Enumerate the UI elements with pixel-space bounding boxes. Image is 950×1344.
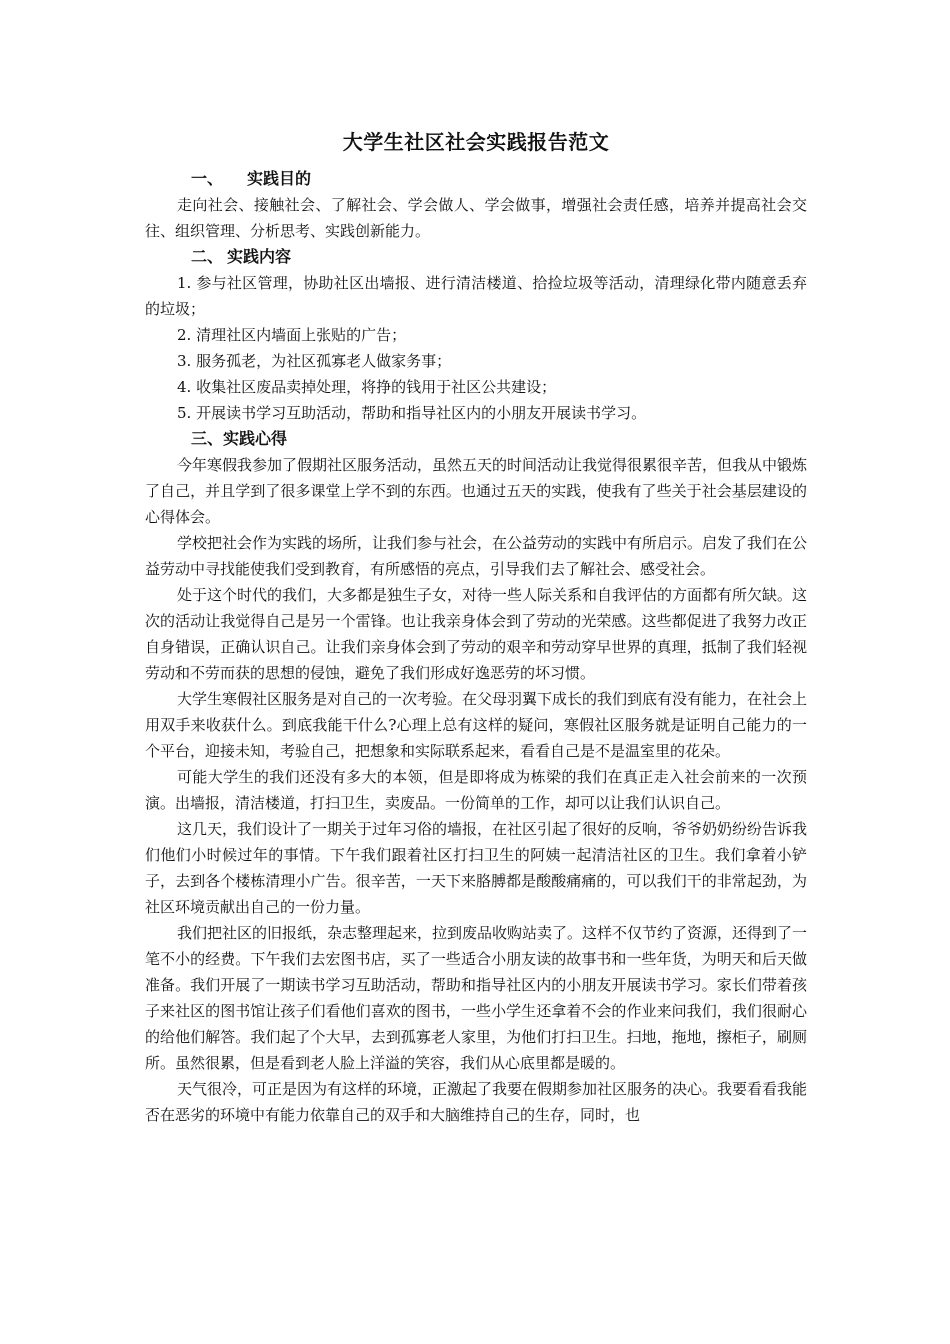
list-item: 4. 收集社区废品卖掉处理，将挣的钱用于社区公共建设； [177, 378, 557, 396]
list-item: 2. 清理社区内墙面上张贴的广告； [177, 326, 407, 344]
paragraph: 我们把社区的旧报纸，杂志整理起来，拉到废品收购站卖了。这样不仅节约了资源，还得到了一笔不小的经费。下午我们去宏图书店，买了一些适合小朋友读的故事书和一些年货，为明天和后天做准备。我们开展了一期读书学习互助活动，帮助和指导社区内的小朋友开展读书学习。家长们带着孩子来社区的图书馆让孩子们看他们喜欢的图书，一些小学生还拿着不会的作业来问我们，我们很耐心的给他们解答。我们起了个大早，去到孤寡老人家里，为他们打扫卫生。扫地，拖地，擦柜子，刷厕所。虽然很累，但是看到老人脸上洋溢的笑容，我们从心底里都是暖的。 [145, 924, 808, 1072]
section-number: 三、 [191, 429, 224, 448]
section-number: 二、 [191, 247, 224, 266]
paragraph: 这几天，我们设计了一期关于过年习俗的墙报，在社区引起了很好的反响，爷爷奶奶纷纷告诉我们他们小时候过年的事情。下午我们跟着社区打扫卫生的阿姨一起清洁社区的卫生。我们拿着小铲子，去到各个楼栋清理小广告。很辛苦，一天下来胳膊都是酸酸痛痛的，可以我们干的非常起劲，为社区环境贡献出自己的一份力量。 [145, 820, 808, 916]
section-title: 实践内容 [227, 247, 292, 266]
paragraph: 走向社会、接触社会、了解社会、学会做人、学会做事，增强社会责任感，培养并提高社会交往、组织管理、分析思考、实践创新能力。 [145, 196, 807, 240]
document-title: 大学生社区社会实践报告范文 [342, 130, 610, 154]
document-page [145, 128, 807, 1128]
section-title: 实践目的 [247, 169, 312, 188]
paragraph: 天气很冷，可正是因为有这样的环境，正激起了我要在假期参加社区服务的决心。我要看看我能否在恶劣的环境中有能力依靠自己的双手和大脑维持自己的生存，同时，也 [145, 1080, 808, 1124]
paragraph: 今年寒假我参加了假期社区服务活动，虽然五天的时间活动让我觉得很累很辛苦，但我从中锻炼了自己，并且学到了很多课堂上学不到的东西。也通过五天的实践，使我有了些关于社会基层建设的心得体会。 [145, 456, 808, 526]
paragraph: 可能大学生的我们还没有多大的本领，但是即将成为栋梁的我们在真正走入社会前来的一次预演。出墙报，清洁楼道，打扫卫生，卖废品。一份简单的工作，却可以让我们认识自己。 [145, 768, 807, 812]
list-item: 5. 开展读书学习互助活动，帮助和指导社区内的小朋友开展读书学习。 [177, 404, 647, 422]
section-heading-reflections [145, 426, 807, 452]
paragraph: 处于这个时代的我们，大多都是独生子女，对待一些人际关系和自我评估的方面都有所欠缺。这次的活动让我觉得自己是另一个雷锋。也让我亲身体会到了劳动的光荣感。这些都促进了我努力改正自身错误，正确认识自己。让我们亲身体会到了劳动的艰辛和劳动穿早世界的真理，抵制了我们轻视劳动和不劳而获的思想的侵蚀，避免了我们形成好逸恶劳的坏习惯。 [145, 586, 808, 682]
paragraph: 学校把社会作为实践的场所，让我们参与社会，在公益劳动的实践中有所启示。启发了我们在公益劳动中寻找能使我们受到教育，有所感悟的亮点，引导我们去了解社会、感受社会。 [145, 534, 808, 578]
list-item: 1. 参与社区管理，协助社区出墙报、进行清洁楼道、拾捡垃圾等活动，清理绿化带内随意丢弃的垃圾； [145, 274, 807, 318]
list-item: 3. 服务孤老，为社区孤寡老人做家务事； [177, 352, 452, 370]
section-heading-purpose [145, 166, 807, 192]
section-number: 一、 [191, 169, 224, 188]
paragraph: 大学生寒假社区服务是对自己的一次考验。在父母羽翼下成长的我们到底有没有能力，在社会上用双手来收获什么。到底我能干什么?心理上总有这样的疑问，寒假社区服务就是证明自己能力的一个平台，迎接未知，考验自己，把想象和实际联系起来，看看自己是不是温室里的花朵。 [145, 690, 808, 760]
section-title: 实践心得 [223, 429, 288, 448]
section-heading-content [145, 244, 807, 270]
